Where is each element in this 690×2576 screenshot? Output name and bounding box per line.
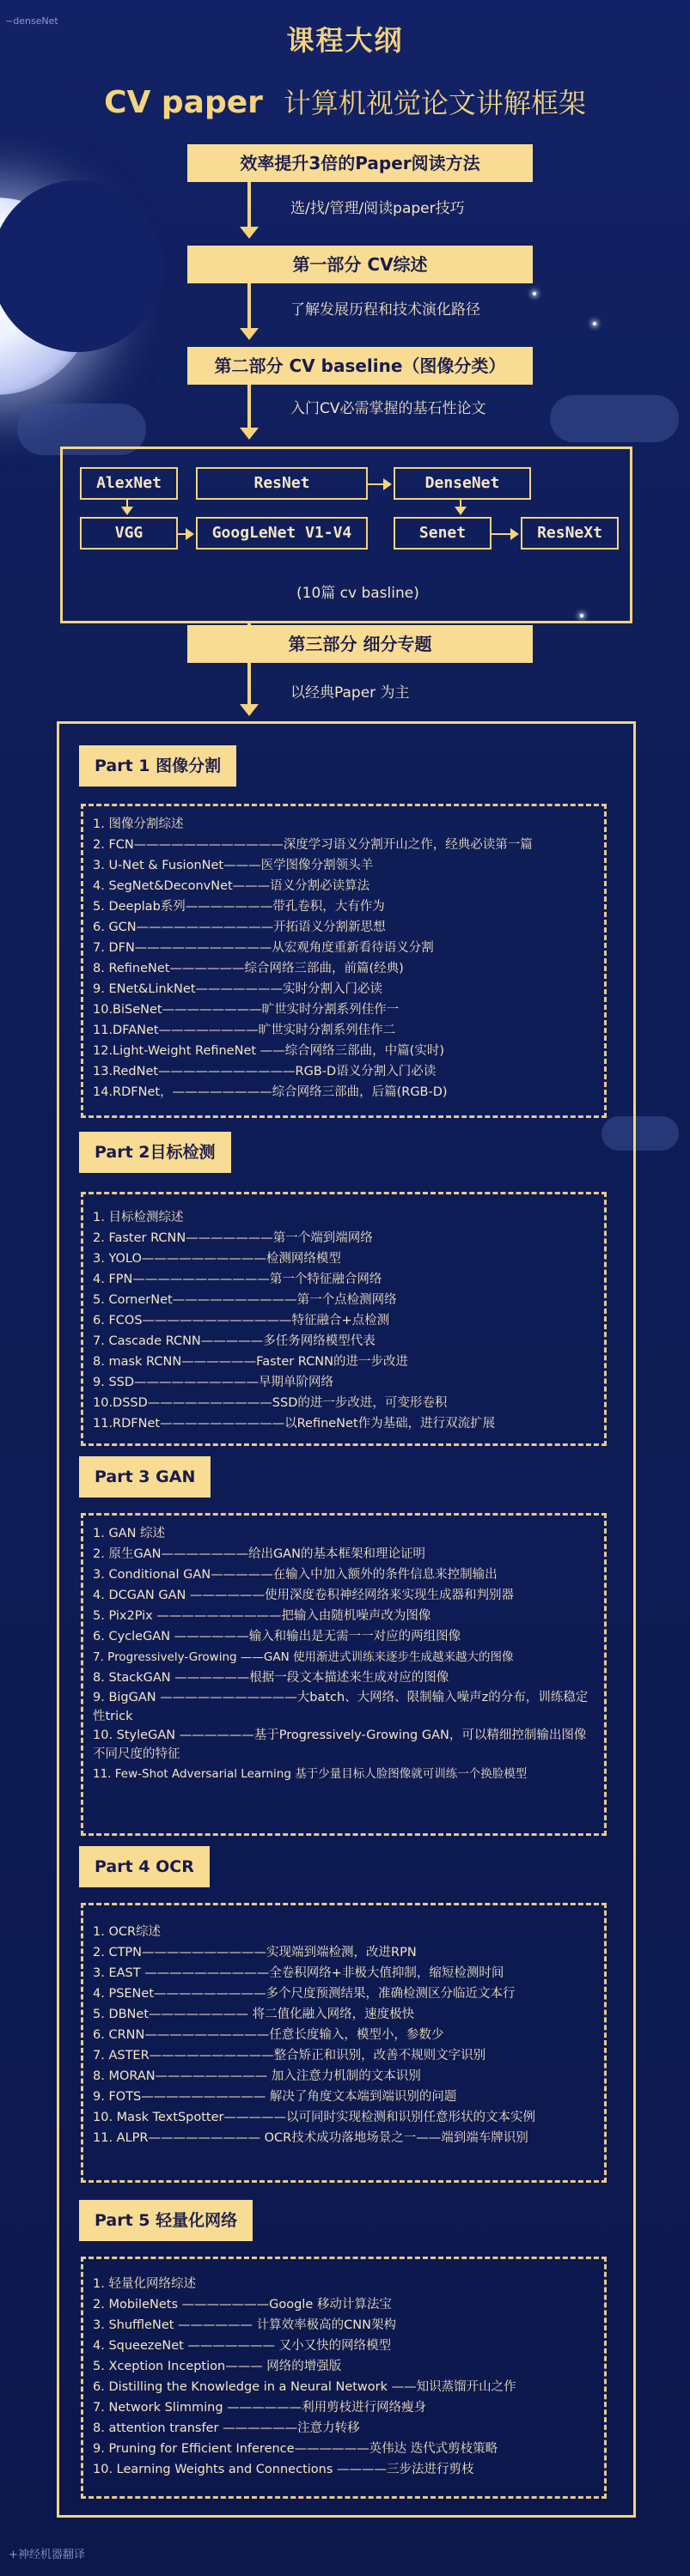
list-item: 6. CRNN——————————任意长度输入，模型小，参数少: [93, 2028, 444, 2042]
list-item: 8. RefineNet——————综合网络三部曲，前篇(经典): [93, 962, 404, 975]
list-item: 8. attention transfer ——————注意力转移: [93, 2421, 360, 2435]
flow-arrow-head: [240, 428, 259, 440]
list-item: 12.Light-Weight RefineNet ——综合网络三部曲，中篇(实时): [93, 1044, 444, 1058]
list-item: 8. mask RCNN——————Faster RCNN的进一步改进: [93, 1355, 408, 1369]
list-item: 9. SSD——————————早期单阶网络: [93, 1376, 334, 1389]
flow-arrow-head: [240, 328, 259, 340]
cnn-box-alexnet: AlexNet: [80, 467, 178, 500]
note-part1: 了解发展历程和技术演化路径: [290, 301, 480, 319]
cnn-box-vgg: VGG: [80, 517, 178, 550]
list-item: 4. SegNet&DeconvNet———语义分割必读算法: [93, 879, 370, 893]
list-item: 9. Pruning for Efficient Inference——————英伟达 迭代式剪枝策略: [93, 2442, 498, 2456]
flow-arrow: [247, 663, 251, 706]
list-item: 1. 图像分割综述: [93, 817, 184, 831]
section-label-gan: Part 3 GAN: [79, 1456, 211, 1498]
list-item: 1. OCR综述: [93, 1925, 162, 1939]
list-item: 2. 原生GAN———————给出GAN的基本框架和理论证明: [93, 1547, 425, 1561]
cnn-arrow: [368, 483, 390, 485]
list-item: 3. ShuffleNet —————— 计算效率极高的CNN架构: [93, 2318, 396, 2332]
list-item: 4. PSENet—————————多个尺度预测结果，准确检测区分临近文本行: [93, 1987, 516, 2001]
list-item: 2. FCN————————————深度学习语义分割开山之作，经典必读第一篇: [93, 838, 533, 852]
star-decoration: [533, 292, 536, 295]
list-item: 8. StackGAN ——————根据一段文本描述来生成对应的图像: [93, 1671, 449, 1685]
subtitle-cn: 计算机视觉论文讲解框架: [283, 87, 586, 119]
note-part3: 以经典Paper 为主: [290, 684, 410, 702]
list-item: 5. Deeplab系列———————带孔卷积，大有作为: [93, 900, 385, 914]
flow-arrow-head: [240, 227, 259, 239]
cnn-box-densenet: DenseNet: [394, 467, 531, 500]
list-item: 3. Conditional GAN—————在输入中加入额外的条件信息来控制输出: [93, 1568, 498, 1582]
page-title: 课程大纲: [286, 24, 404, 57]
list-item: 5. DBNet———————— 将二值化融入网络，速度极快: [93, 2008, 415, 2021]
cnn-arrow: [492, 533, 517, 535]
list-item: 7. Progressively-Growing ——GAN 使用渐进式训练来逐步生成越来越大的图像: [93, 1650, 514, 1664]
list-item: 11.RDFNet——————————以RefineNet作为基础，进行双流扩展: [93, 1417, 496, 1431]
list-item: 8. MORAN————————— 加入注意力机制的文本识别: [93, 2069, 421, 2083]
list-item: 2. Faster RCNN———————第一个端到端网络: [93, 1231, 373, 1245]
section-label-lightweight: Part 5 轻量化网络: [79, 2200, 253, 2241]
section-list-gan: [93, 1523, 591, 1784]
list-item: 14.RDFNet，————————综合网络三部曲，后篇(RGB-D): [93, 1085, 448, 1099]
cnn-arrow: [178, 533, 192, 535]
note-method: 选/找/管理/阅读paper技巧: [290, 200, 465, 217]
list-item: 7. DFN———————————从宏观角度重新看待语义分割: [93, 941, 434, 955]
list-item: 2. MobileNets ———————Google 移动计算法宝: [93, 2298, 392, 2312]
list-item: 5. CornerNet——————————第一个点检测网络: [93, 1293, 397, 1307]
section-list-lightweight: [93, 2274, 591, 2480]
subtitle-en: CV paper: [104, 85, 263, 120]
watermark-top: ~denseNet: [5, 15, 58, 27]
list-item: 5. Pix2Pix ——————————把输入由随机噪声改为图像: [93, 1609, 431, 1623]
cloud-decoration: [550, 395, 679, 442]
list-item: 1. 轻量化网络综述: [93, 2277, 196, 2291]
list-item: 2. CTPN——————————实现端到端检测，改进RPN: [93, 1946, 417, 1959]
flow-arrow: [247, 182, 251, 228]
list-item: 9. ENet&LinkNet———————实时分割入门必读: [93, 982, 383, 996]
page-subtitle: [0, 82, 690, 121]
list-item: 3. U-Net & FusionNet———医学图像分割领头羊: [93, 859, 374, 872]
list-item: 10. Mask TextSpotter—————以可同时实现检测和识别任意形状的文本实例: [93, 2111, 535, 2124]
list-item: 10. Learning Weights and Connections ————三步法进行剪枝: [93, 2463, 474, 2476]
section-list-segmentation: [93, 814, 591, 1103]
list-item: 13.RedNet———————————RGB-D语义分割入门必读: [93, 1065, 437, 1078]
list-item: 10.DSSD——————————SSD的进一步改进，可变形卷积: [93, 1396, 448, 1410]
section-list-ocr: [93, 1922, 591, 2148]
banner-part1: 第一部分 CV综述: [187, 246, 533, 283]
list-item: 7. Network Slimming ——————利用剪枝进行网络瘦身: [93, 2401, 427, 2415]
star-decoration: [593, 322, 596, 325]
list-item: 7. ASTER——————————整合矫正和识别，改善不规则文字识别: [93, 2049, 486, 2063]
cnn-box-resnet: ResNet: [196, 467, 368, 500]
list-item: 5. Xception Inception——— 网络的增强版: [93, 2360, 342, 2373]
flow-arrow-head: [240, 704, 259, 716]
list-item: 3. EAST ——————————全卷积网络+非极大值抑制，缩短检测时间: [93, 1966, 504, 1980]
list-item: 9. BigGAN ———————————大batch、大网络、限制输入噪声z的分布，训练稳定性trick: [93, 1691, 589, 1723]
section-label-detection: Part 2目标检测: [79, 1132, 231, 1173]
list-item: 1. 目标检测综述: [93, 1211, 184, 1224]
note-part2: 入门CV必需掌握的基石性论文: [290, 400, 486, 417]
list-item: 4. FPN———————————第一个特征融合网络: [93, 1273, 382, 1286]
cnn-arrow: [460, 500, 461, 513]
list-item: 6. GCN———————————开拓语义分割新思想: [93, 920, 386, 934]
banner-part2: 第二部分 CV baseline（图像分类）: [187, 347, 533, 385]
list-item: 3. YOLO——————————检测网络模型: [93, 1252, 341, 1266]
cnn-box-resnext: ResNeXt: [521, 517, 619, 550]
list-item: 11. ALPR————————— OCR技术成功落地场景之一——端到端车牌识别: [93, 2131, 528, 2145]
list-item: 10.BiSeNet————————旷世实时分割系列佳作一: [93, 1003, 400, 1017]
watermark-bottom: +神经机器翻译: [9, 2549, 85, 2561]
cnn-box-googlenet: GoogLeNet V1-V4: [196, 517, 368, 550]
section-label-ocr: Part 4 OCR: [79, 1846, 210, 1887]
cnn-box-senet: Senet: [394, 517, 492, 550]
flow-arrow: [247, 283, 251, 330]
list-item: 6. CycleGAN ——————输入和输出是无需一一对应的两组图像: [93, 1630, 461, 1643]
list-item: 1. GAN 综述: [93, 1527, 166, 1540]
list-item: 4. SqueezeNet ——————— 又小又快的网络模型: [93, 2339, 392, 2353]
banner-method: 效率提升3倍的Paper阅读方法: [187, 144, 533, 182]
list-item: 10. StyleGAN ——————基于Progressively-Growing GAN，可以精细控制输出图像不同尺度的特征: [93, 1728, 587, 1761]
list-item: 7. Cascade RCNN—————多任务网络模型代表: [93, 1334, 376, 1348]
section-label-segmentation: Part 1 图像分割: [79, 745, 236, 787]
list-item: 4. DCGAN GAN ——————使用深度卷积神经网络来实现生成器和判别器: [93, 1589, 514, 1602]
list-item: 9. FOTS—————————— 解决了角度文本端到端识别的问题: [93, 2090, 457, 2104]
flow-arrow: [247, 385, 251, 429]
note-cnn-count: (10篇 cv basline): [296, 585, 419, 602]
list-item: 11. Few-Shot Adversarial Learning 基于少量目标人脸图像就可训练一个换脸模型: [93, 1767, 528, 1781]
list-item: 6. FCOS————————————特征融合+点检测: [93, 1314, 390, 1327]
cnn-arrow: [126, 500, 128, 513]
section-list-detection: [93, 1207, 591, 1434]
list-item: 11.DFANet————————旷世实时分割系列佳作二: [93, 1024, 396, 1037]
banner-part3: 第三部分 细分专题: [187, 625, 533, 663]
list-item: 6. Distilling the Knowledge in a Neural Network ——知识蒸馏开山之作: [93, 2380, 516, 2394]
